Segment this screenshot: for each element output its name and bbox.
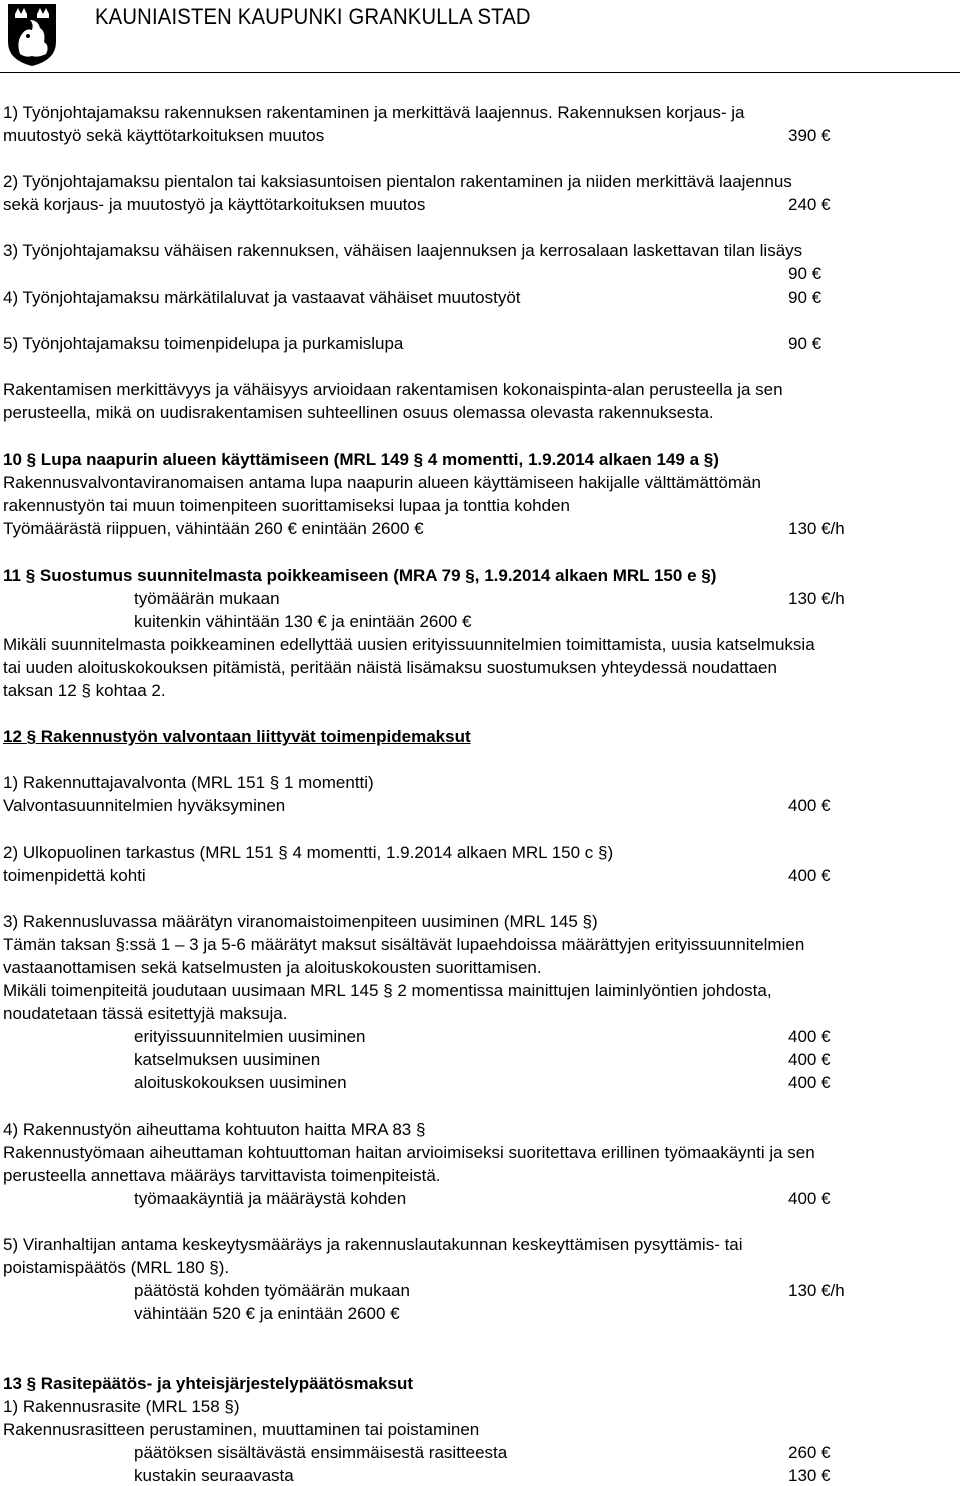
text-line: tai uuden aloituskokouksen pitämistä, peritään näistä lisämaksu suostumuksen yhteydessä noudattaen [3,658,777,677]
text-line: Rakentamisen merkittävyys ja vähäisyys arvioidaan rakentamisen kokonaispinta-alan perusteella ja sen [3,380,783,399]
page-header-title: KAUNIAISTEN KAUPUNKI GRANKULLA STAD [95,4,531,29]
text-line: Rakennusrasitteen perustaminen, muuttaminen tai poistaminen [3,1420,480,1439]
text-line: Mikäli suunnitelmasta poikkeaminen edellyttää uusien erityissuunnitelmien toimittamista, uusia katselmuksia [3,635,815,654]
text-line: työmaakäyntiä ja määräystä kohden [134,1189,407,1208]
text-line: 1) Rakennuttajavalvonta (MRL 151 § 1 momentti) [3,773,374,792]
text-line: rakennustyön tai muun toimenpiteen suorittamiseksi lupaa ja tonttia kohden [3,496,571,515]
text-line: erityissuunnitelmien uusiminen [134,1027,366,1046]
text-line: toimenpidettä kohti [3,866,146,885]
text-line: aloituskokouksen uusiminen [134,1073,347,1092]
text-line: 1) Työnjohtajamaksu rakennuksen rakentaminen ja merkittävä laajennus. Rakennuksen korjaus- ja [3,103,745,122]
price-value: 130 €/h [788,519,845,538]
text-line: 1) Rakennusrasite (MRL 158 §) [3,1397,240,1416]
text-line: 5) Viranhaltijan antama keskeytysmääräys ja rakennuslautakunnan keskeyttämisen pysyttämis- tai [3,1235,743,1254]
text-line: Rakennustyömaan aiheuttaman kohtuuttoman haitan arvioimiseksi suoritettava erillinen työmaakäynti ja sen [3,1143,815,1162]
price-value: 90 € [788,288,822,307]
text-line: päätöksen sisältävästä ensimmäisestä rasitteesta [134,1443,508,1462]
text-line: 4) Työnjohtajamaksu märkätilaluvat ja vastaavat vähäiset muutostyöt [3,288,521,307]
text-line: työmäärän mukaan [134,589,280,608]
text-line: päätöstä kohden työmäärän mukaan [134,1281,410,1300]
text-line: vähintään 520 € ja enintään 2600 € [134,1304,400,1323]
text-line: muutostyö sekä käyttötarkoituksen muutos [3,126,325,145]
text-line: Tämän taksan §:ssä 1 – 3 ja 5-6 määrätyt maksut sisältävät lupaehdoissa määrättyjen erityissuunnitelmien [3,935,805,954]
price-value: 130 €/h [788,589,845,608]
section-heading: 11 § Suostumus suunnitelmasta poikkeamiseen (MRA 79 §, 1.9.2014 alkaen MRL 150 e §) [3,566,717,585]
section-heading: 12 § Rakennustyön valvontaan liittyvät toimenpidemaksut [3,727,471,746]
text-line: perusteella annettava määräys tarvittavista toimenpiteistä. [3,1166,441,1185]
price-value: 130 €/h [788,1281,845,1300]
price-value: 400 € [788,1027,831,1046]
text-line: noudatetaan tässä esitettyjä maksuja. [3,1004,288,1023]
text-line: poistamispäätös (MRL 180 §). [3,1258,230,1277]
price-value: 400 € [788,1050,831,1069]
price-value: 400 € [788,866,831,885]
text-line: Työmäärästä riippuen, vähintään 260 € enintään 2600 € [3,519,424,538]
text-line: taksan 12 § kohtaa 2. [3,681,166,700]
text-line: perusteella, mikä on uudisrakentamisen suhteellinen osuus olemassa olevasta rakennuksesta. [3,403,714,422]
section-heading: 13 § Rasitepäätös- ja yhteisjärjestelypäätösmaksut [3,1374,414,1393]
price-value: 90 € [788,264,822,283]
text-line: 5) Työnjohtajamaksu toimenpidelupa ja purkamislupa [3,334,404,353]
text-line: 3) Rakennusluvassa määrätyn viranomaistoimenpiteen uusiminen (MRL 145 §) [3,912,598,931]
text-line: Valvontasuunnitelmien hyväksyminen [3,796,286,815]
text-line: kustakin seuraavasta [134,1466,294,1485]
text-line: sekä korjaus- ja muutostyö ja käyttötarkoituksen muutos [3,195,426,214]
text-line: vastaanottamisen sekä katselmusten ja aloituskokousten suorittamisen. [3,958,542,977]
price-value: 90 € [788,334,822,353]
price-value: 260 € [788,1443,831,1462]
text-line: Mikäli toimenpiteitä joudutaan uusimaan MRL 145 § 2 momentissa mainittujen laiminlyöntien johdosta, [3,981,772,1000]
price-value: 130 € [788,1466,831,1485]
price-value: 400 € [788,1073,831,1092]
text-line: 4) Rakennustyön aiheuttama kohtuuton haitta MRA 83 § [3,1120,426,1139]
text-line: kuitenkin vähintään 130 € ja enintään 2600 € [134,612,472,631]
price-value: 390 € [788,126,831,145]
text-line: 3) Työnjohtajamaksu vähäisen rakennuksen, vähäisen laajennuksen ja kerrosalaan laskettavan tilan lisäys [3,241,803,260]
section-heading: 10 § Lupa naapurin alueen käyttämiseen (MRL 149 § 4 momentti, 1.9.2014 alkaen 149 a §) [3,450,719,469]
price-value: 400 € [788,1189,831,1208]
price-value: 240 € [788,195,831,214]
text-line: 2) Ulkopuolinen tarkastus (MRL 151 § 4 momentti, 1.9.2014 alkaen MRL 150 c §) [3,843,614,862]
price-value: 400 € [788,796,831,815]
text-line: Rakennusvalvontaviranomaisen antama lupa naapurin alueen käyttämiseen hakijalle välttämättömän [3,473,761,492]
text-line: katselmuksen uusiminen [134,1050,321,1069]
text-line: 2) Työnjohtajamaksu pientalon tai kaksiasuntoisen pientalon rakentaminen ja niiden merkittävä laajennus [3,172,792,191]
